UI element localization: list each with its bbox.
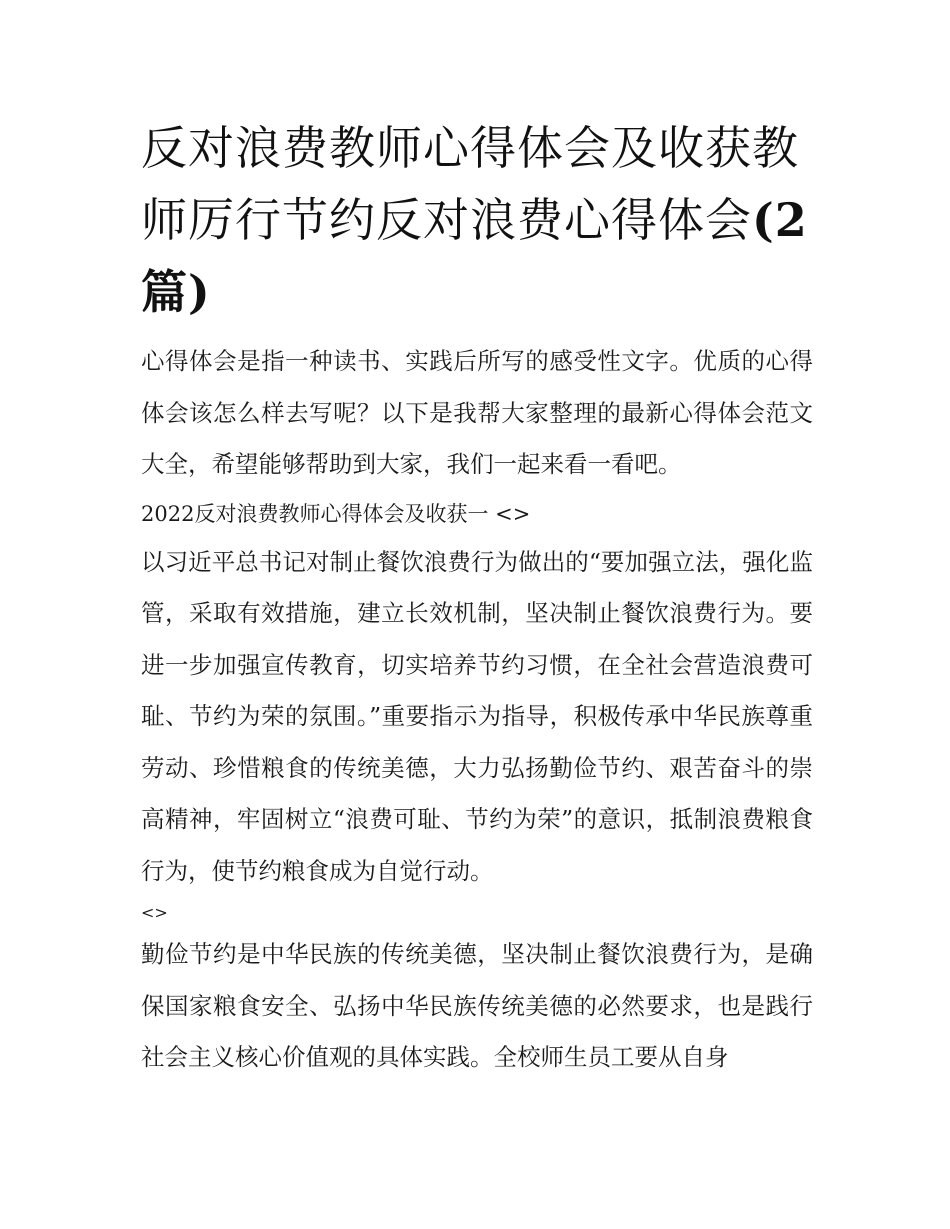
section-marker: <> (141, 903, 168, 922)
document-page (141, 112, 813, 1084)
document-title (141, 112, 813, 328)
intro-paragraph: 心得体会是指一种读书、实践后所写的感受性文字。优质的心得体会该怎么样去写呢？以下是我帮大家整理的最新心得体会范文大全，希望能够帮助到大家，我们一起来看一看吧。 (141, 347, 813, 478)
section-heading: 2022反对浪费教师心得体会及收获一 <> (141, 501, 531, 526)
document-title-main: 反对浪费教师心得体会及收获教师厉行节约反对浪费心得体会 (141, 121, 799, 247)
body-paragraph-2: 勤俭节约是中华民族的传统美德，坚决制止餐饮浪费行为，是确保国家粮食安全、弘扬中华民族传统美德的必然要求，也是践行社会主义核心价值观的具体实践。全校师生员工要从自身 (141, 940, 813, 1071)
document-title-suffix: (2篇) (141, 193, 808, 319)
body-paragraph-1: 以习近平总书记对制止餐饮浪费行为做出的“要加强立法，强化监管，采取有效措施，建立长效机制，坚决制止餐饮浪费行为。要进一步加强宣传教育，切实培养节约习惯，在全社会营造浪费可耻、节约为荣的氛围。”重要指示为指导，积极传承中华民族尊重劳动、珍惜粮食的传统美德，大力弘扬勤俭节约、艰苦奋斗的崇高精神，牢固树立“浪费可耻、节约为荣”的意识，抵制浪费粮食行为，使节约粮食成为自觉行动。 (141, 547, 813, 885)
